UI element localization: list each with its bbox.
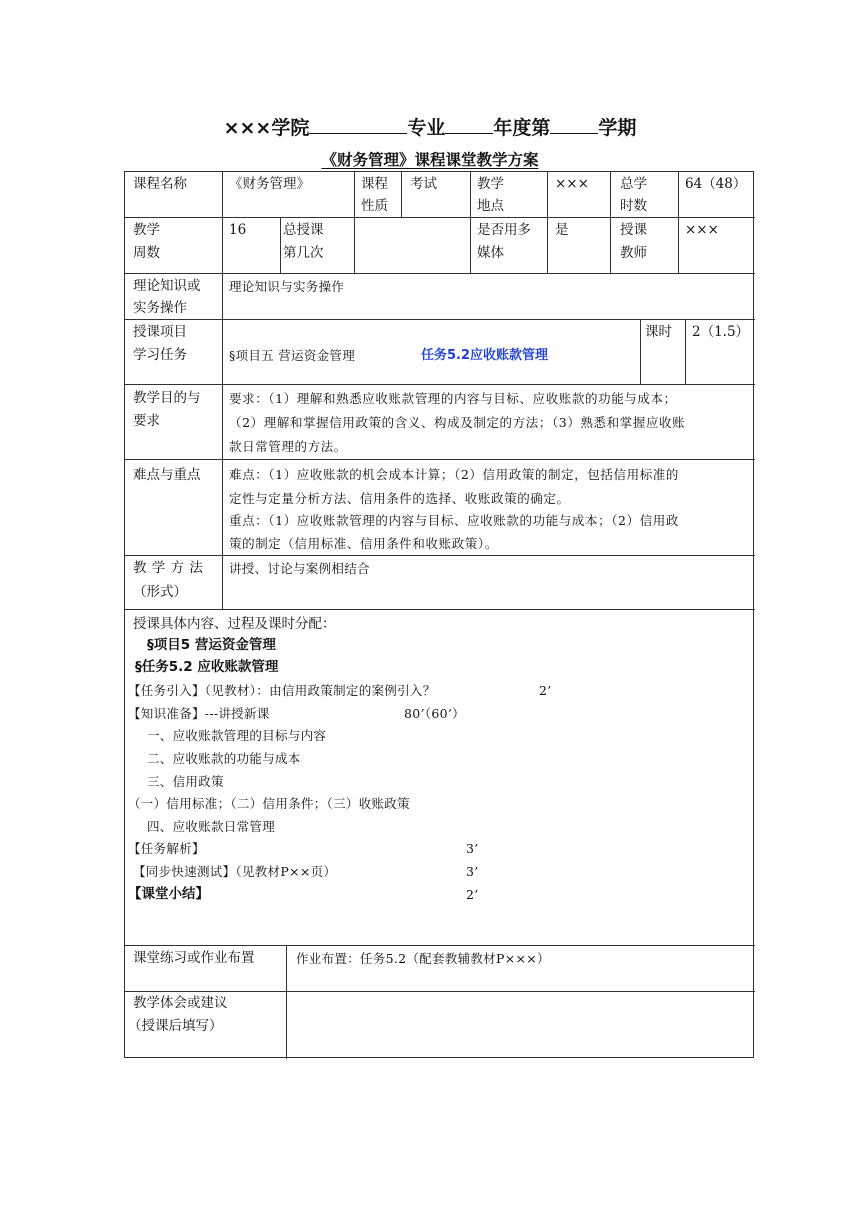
practice-type-label: 理论知识或: [133, 278, 201, 294]
multimedia-value: 是: [555, 222, 569, 238]
session-label: 总授课: [283, 222, 324, 238]
content-time: 2’: [466, 887, 479, 902]
hours-label: 课时: [645, 324, 672, 340]
blank-field: [445, 113, 493, 134]
course-name-value: 《财务管理》: [229, 176, 310, 192]
title-text: 《财务管理》课程课堂教学方案: [321, 151, 539, 169]
major-label: 专业: [407, 117, 446, 139]
key-points-line: 定性与定量分析方法、信用条件的选择、收账政策的确定。: [229, 491, 570, 506]
weeks-label: 教学: [133, 222, 160, 238]
content-line: 【同步快速测试】（见教材P××页）: [133, 864, 337, 879]
objectives-label: 教学目的与: [133, 390, 201, 406]
objectives-line: （2）理解和掌握信用政策的含义、构成及制定的方法；（3）熟悉和掌握应收账: [229, 415, 686, 430]
content-line: 一、应收账款管理的目标与内容: [147, 728, 327, 743]
total-hours-value: 64（48）: [685, 176, 747, 192]
method-label: （形式）: [133, 584, 187, 600]
teacher-label: 教师: [620, 245, 647, 261]
year-label: 年度第: [493, 117, 551, 139]
content-time: 2’: [539, 683, 552, 698]
content-line: 【知识准备】---讲授新课: [128, 706, 270, 721]
hours-value: 2（1.5）: [692, 324, 750, 340]
content-line: 二、应收账款的功能与成本: [147, 751, 301, 766]
objectives-line: 要求：（1）理解和熟悉应收账款管理的内容与目标、应收账款的功能与成本；: [229, 391, 677, 406]
multimedia-label: 是否用多: [477, 222, 531, 238]
feedback-label: （授课后填写）: [128, 1018, 223, 1034]
key-points-line: 难点：（1）应收账款的机会成本计算；（2）信用政策的制定，包括信用标准的: [229, 467, 680, 482]
method-label: 教 学 方 法: [133, 560, 204, 576]
key-points-label: 难点与重点: [133, 467, 201, 483]
blank-field: [309, 113, 407, 134]
blank-field: [550, 113, 598, 134]
feedback-label: 教学体会或建议: [133, 995, 228, 1011]
location-value: ×××: [555, 176, 589, 192]
weeks-label: 周数: [133, 245, 160, 261]
key-points-line: 策的制定（信用标准、信用条件和收账政策）。: [229, 536, 498, 551]
course-name-label: 课程名称: [133, 176, 187, 192]
content-line: 【课堂小结】: [128, 886, 209, 902]
content-line: 【任务引入】（见教材）：由信用政策制定的案例引入？: [128, 683, 436, 698]
location-label: 地点: [477, 198, 504, 214]
location-label: 教学: [477, 176, 504, 192]
practice-type-label: 实务操作: [133, 300, 187, 316]
teacher-value: ×××: [685, 222, 719, 238]
objectives-line: 款日常管理的方法。: [229, 439, 347, 454]
content-line: 四、应收账款日常管理: [147, 819, 276, 834]
document-title: [0, 149, 860, 171]
task-label: 学习任务: [133, 347, 187, 363]
content-line: （一）信用标准；（二）信用条件；（三）收账政策: [128, 796, 410, 811]
content-task: §任务5.2 应收账款管理: [135, 659, 279, 675]
project-name: §项目五 营运资金管理: [229, 348, 356, 363]
content-project: §项目5 营运资金管理: [147, 637, 276, 653]
content-intro: 授课具体内容、过程及课时分配：: [133, 616, 336, 632]
teacher-label: 授课: [620, 222, 647, 238]
weeks-value: 16: [229, 222, 247, 238]
task-name: 任务5.2应收账款管理: [421, 348, 549, 363]
content-time: 80’（60’）: [404, 706, 465, 721]
course-type-label: 课程: [361, 176, 388, 192]
total-hours-label: 时数: [620, 198, 647, 214]
task-label: 授课项目: [133, 324, 187, 340]
content-line: 【任务解析】: [128, 841, 205, 856]
session-label: 第几次: [283, 245, 324, 261]
homework-label: 课堂练习或作业布置: [133, 950, 255, 966]
homework-value: 作业布置：任务5.2（配套教辅教材P×××）: [296, 951, 550, 966]
key-points-line: 重点：（1）应收账款管理的内容与目标、应收账款的功能与成本；（2）信用政: [229, 513, 680, 528]
objectives-label: 要求: [133, 413, 160, 429]
total-hours-label: 总学: [620, 176, 647, 192]
content-time: 3’: [466, 864, 479, 879]
org-name: ×××学院: [223, 117, 310, 139]
method-value: 讲授、讨论与案例相结合: [229, 561, 370, 576]
document-header: [0, 113, 860, 142]
course-type-label: 性质: [361, 198, 388, 214]
content-line: 三、信用政策: [147, 774, 224, 789]
content-time: 3’: [466, 841, 479, 856]
multimedia-label: 媒体: [477, 245, 504, 261]
practice-type-value: 理论知识与实务操作: [229, 279, 345, 294]
course-type-value: 考试: [410, 176, 437, 192]
lesson-plan-table: [124, 171, 754, 1058]
term-label: 学期: [598, 117, 637, 139]
